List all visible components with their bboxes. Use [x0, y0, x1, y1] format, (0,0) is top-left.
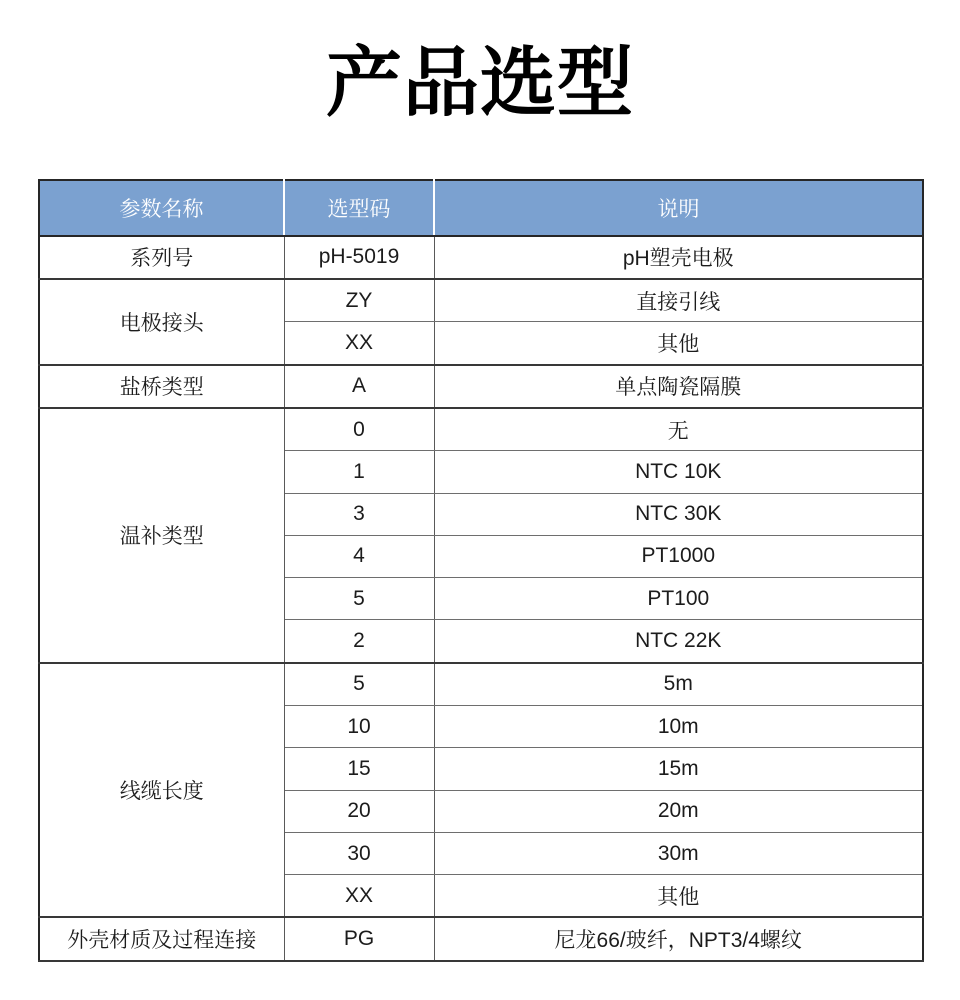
table-row [39, 408, 923, 451]
description-cell: 10m [434, 705, 923, 747]
description-cell: NTC 10K [434, 451, 923, 493]
description-cell: PT1000 [434, 535, 923, 577]
description-cell: 尼龙66/玻纤，NPT3/4螺纹 [434, 917, 923, 960]
parameter-name-cell: 系列号 [39, 236, 284, 279]
selection-code-cell: 5 [284, 578, 434, 620]
description-cell: 其他 [434, 875, 923, 918]
table-row [39, 279, 923, 322]
description-cell: NTC 30K [434, 493, 923, 535]
selection-code-cell: 30 [284, 832, 434, 874]
parameter-name-cell: 电极接头 [39, 279, 284, 365]
selection-code-cell: XX [284, 322, 434, 365]
parameter-name-cell: 线缆长度 [39, 663, 284, 918]
description-cell: 30m [434, 832, 923, 874]
selection-code-cell: 4 [284, 535, 434, 577]
parameter-name-cell: 盐桥类型 [39, 365, 284, 408]
page-title: 产品选型 [326, 41, 634, 126]
description-cell: 20m [434, 790, 923, 832]
description-cell: 直接引线 [434, 279, 923, 322]
description-cell: 无 [434, 408, 923, 451]
parameter-name-cell: 外壳材质及过程连接 [39, 917, 284, 960]
description-cell: 其他 [434, 322, 923, 365]
table-row [39, 365, 923, 408]
selection-code-cell: 15 [284, 748, 434, 790]
selection-code-cell: 3 [284, 493, 434, 535]
selection-code-cell: 2 [284, 620, 434, 663]
selection-code-cell: PG [284, 917, 434, 960]
parameter-name-cell: 温补类型 [39, 408, 284, 663]
selection-code-cell: 5 [284, 663, 434, 706]
selection-code-cell: 0 [284, 408, 434, 451]
description-cell: 15m [434, 748, 923, 790]
column-header-parameter-name: 参数名称 [39, 180, 284, 236]
table-row [39, 917, 923, 960]
description-cell: PT100 [434, 578, 923, 620]
description-cell: NTC 22K [434, 620, 923, 663]
selection-code-cell: ZY [284, 279, 434, 322]
description-cell: 单点陶瓷隔膜 [434, 365, 923, 408]
selection-code-cell: 10 [284, 705, 434, 747]
column-header-selection-code: 选型码 [284, 180, 434, 236]
product-selection-table [38, 179, 924, 962]
page [0, 38, 960, 1000]
description-cell: pH塑壳电极 [434, 236, 923, 279]
table-header-row [39, 180, 923, 236]
selection-code-cell: 1 [284, 451, 434, 493]
selection-code-cell: XX [284, 875, 434, 918]
table-body [39, 236, 923, 961]
table-row [39, 663, 923, 706]
selection-code-cell: A [284, 365, 434, 408]
table-row [39, 236, 923, 279]
selection-code-cell: pH-5019 [284, 236, 434, 279]
description-cell: 5m [434, 663, 923, 706]
column-header-description: 说明 [434, 180, 923, 236]
selection-code-cell: 20 [284, 790, 434, 832]
